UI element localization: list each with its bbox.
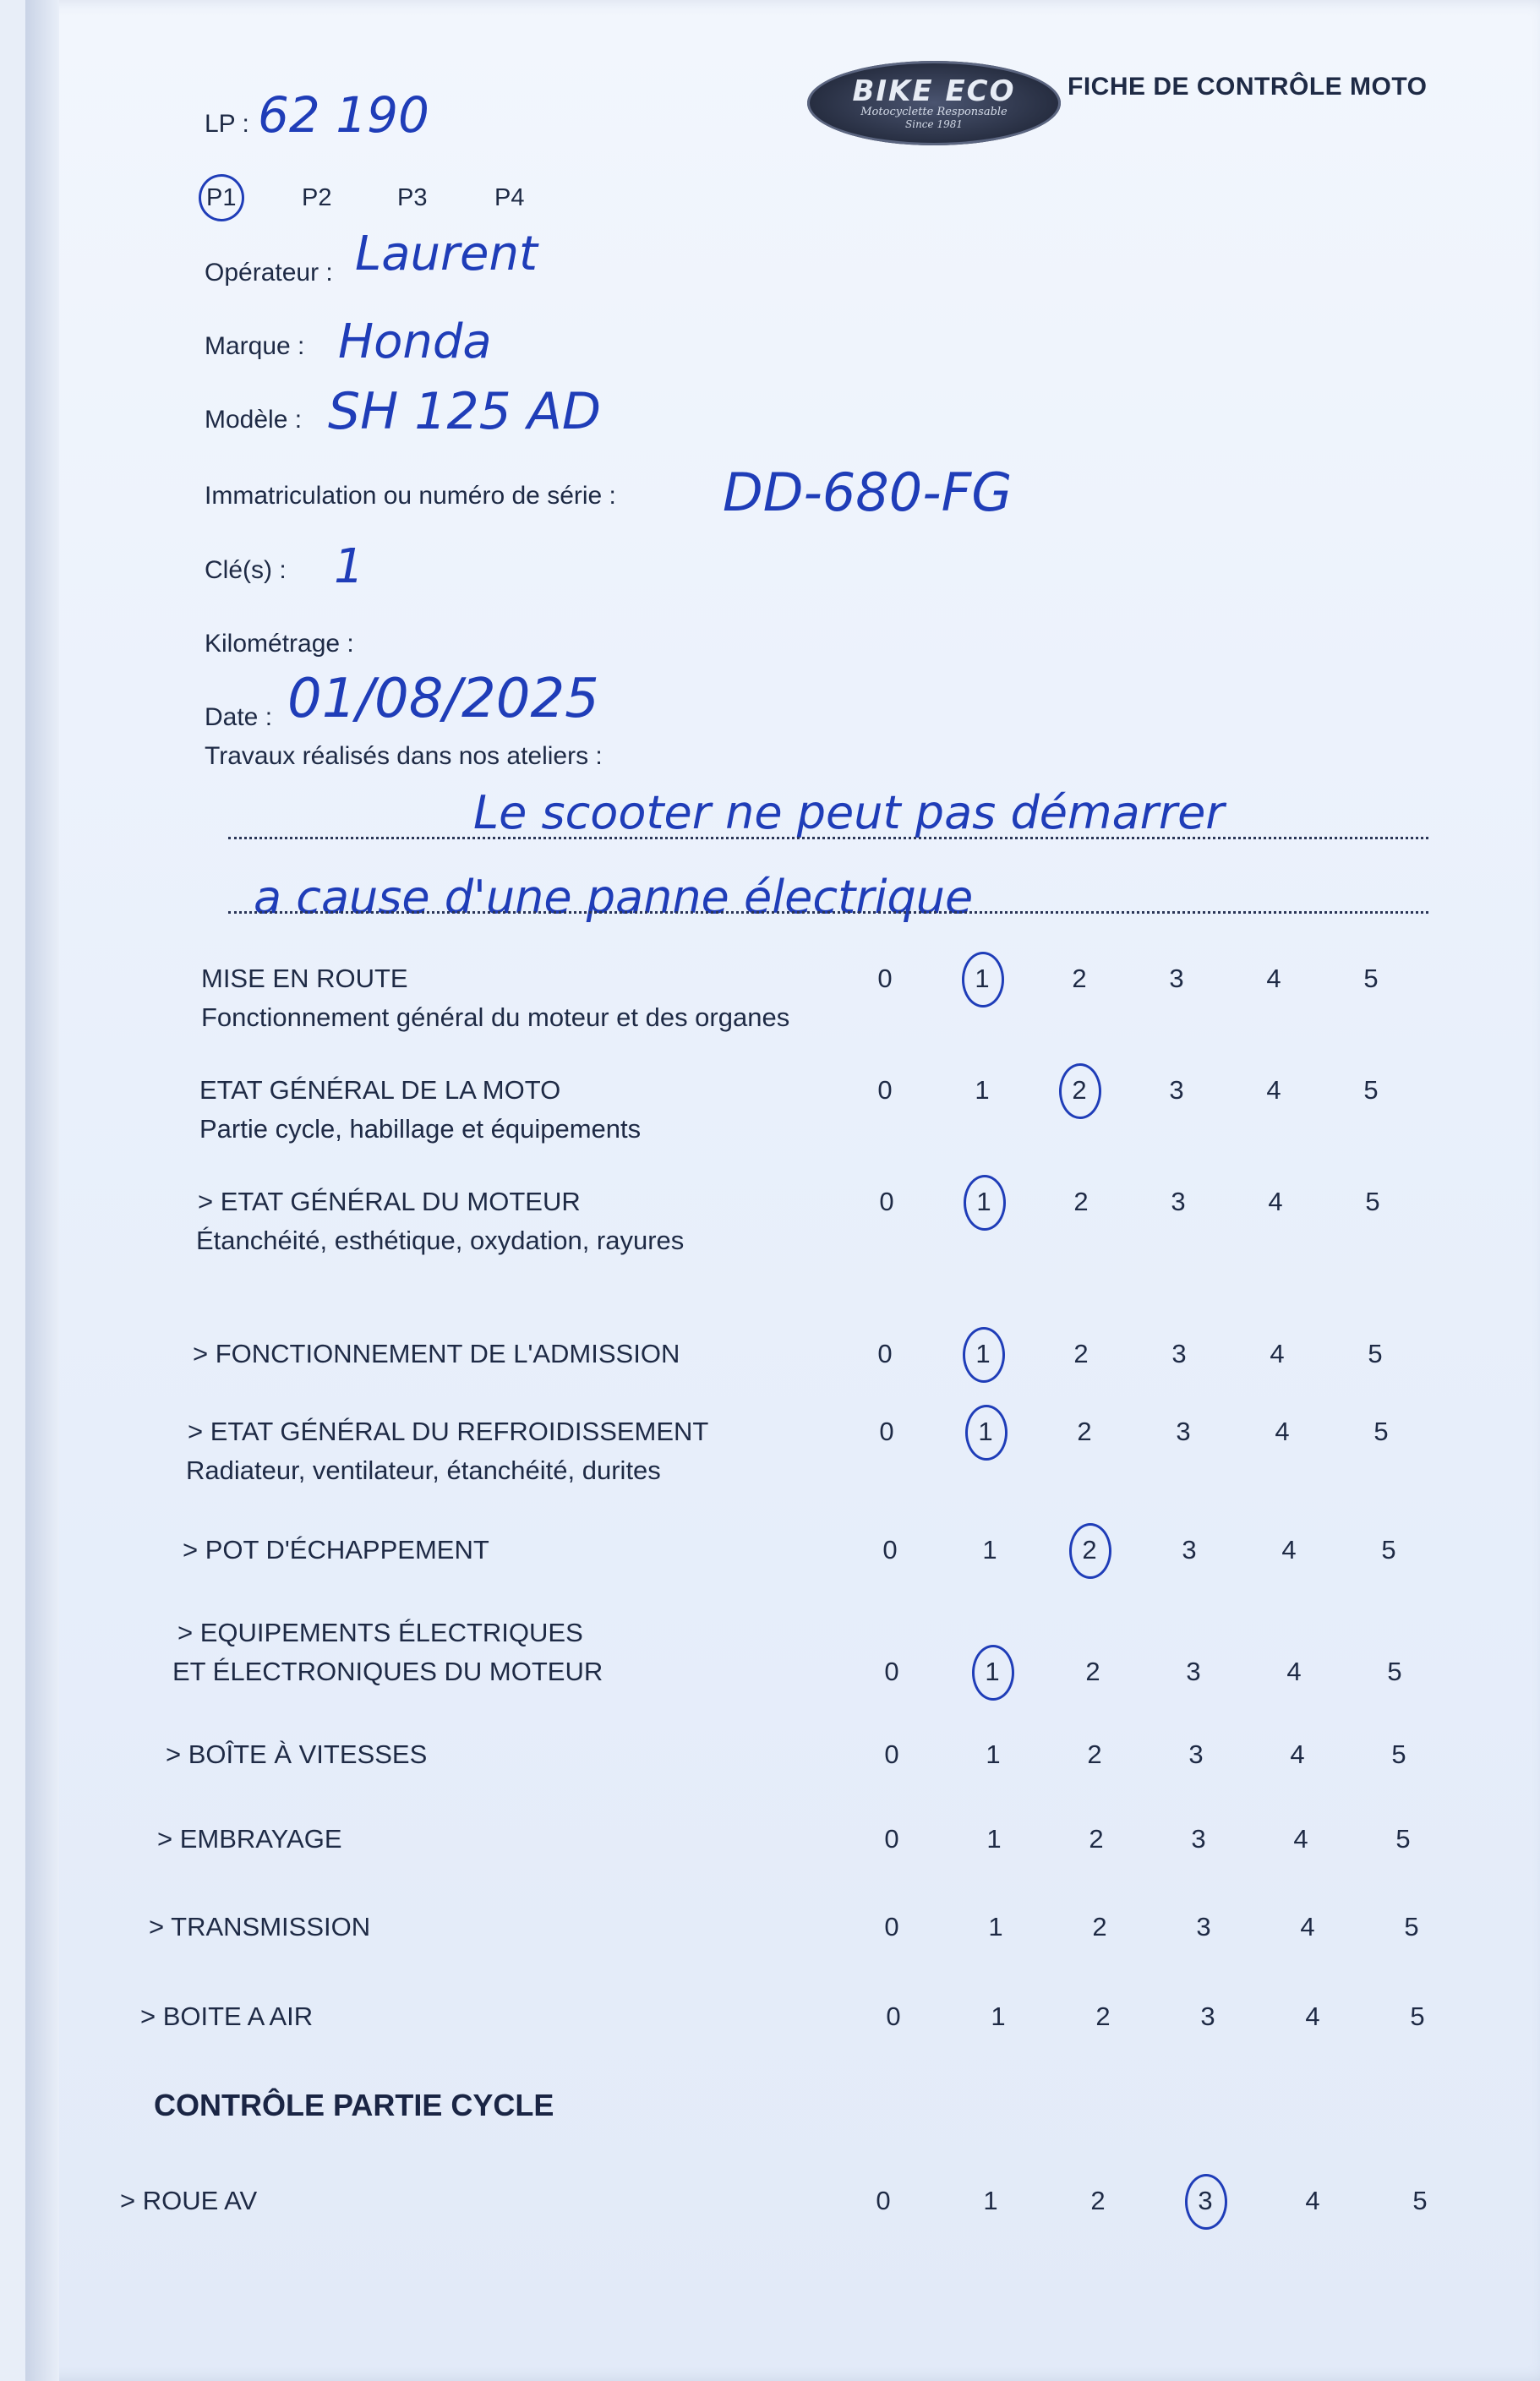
score-option-0[interactable]: 0 [884,1657,899,1686]
score-option-1[interactable]: 1 [978,1417,993,1446]
form-sheet [25,0,1540,2381]
score-option-3[interactable]: 3 [1171,1339,1187,1368]
row-subtitle: Partie cycle, habillage et équipements [199,1114,642,1144]
score-option-4[interactable]: 4 [1270,1339,1285,1368]
score-circle-mark [962,952,1004,1008]
travaux-dotted-line-1 [228,837,1428,839]
travaux-label: Travaux réalisés dans nos ateliers : [205,742,603,770]
score-option-4[interactable]: 4 [1268,1187,1283,1216]
score-option-1[interactable]: 1 [975,964,990,993]
logo-since: Since 1981 [905,117,963,130]
kilometrage-label: Kilométrage : [205,630,354,658]
score-option-2[interactable]: 2 [1072,1075,1087,1105]
score-option-4[interactable]: 4 [1266,1075,1281,1105]
form-title: FICHE DE CONTRÔLE MOTO [1068,73,1428,101]
score-option-1[interactable]: 1 [985,1657,1000,1686]
score-option-0[interactable]: 0 [879,1417,894,1446]
immat-value[interactable]: DD-680-FG [723,461,1013,523]
row-title: > FONCTIONNEMENT DE L'ADMISSION [193,1339,680,1368]
score-option-1[interactable]: 1 [983,2186,998,2215]
travaux-line-1[interactable]: Le scooter ne peut pas démarrer [473,786,1225,839]
paper-edge-shadow [25,0,59,2381]
score-option-2[interactable]: 2 [1073,1339,1089,1368]
row-title: > ROUE AV [120,2186,258,2215]
score-circle-mark [1185,2174,1227,2230]
score-option-5[interactable]: 5 [1391,1739,1406,1769]
modele-label: Modèle : [205,406,303,434]
score-option-2[interactable]: 2 [1095,2001,1111,2031]
score-option-3[interactable]: 3 [1182,1535,1197,1565]
row-title: > EMBRAYAGE [157,1824,342,1854]
score-option-4[interactable]: 4 [1266,964,1281,993]
score-option-4[interactable]: 4 [1275,1417,1290,1446]
row-title: > BOÎTE À VITESSES [166,1739,428,1769]
score-option-3[interactable]: 3 [1169,964,1184,993]
score-option-5[interactable]: 5 [1410,2001,1425,2031]
operateur-label: Opérateur : [205,259,333,287]
score-option-0[interactable]: 0 [884,1912,899,1941]
operateur-value[interactable]: Laurent [355,227,538,281]
row-subtitle: ET ÉLECTRONIQUES DU MOTEUR [172,1657,603,1686]
row-subtitle: Étanchéité, esthétique, oxydation, rayures [196,1226,685,1255]
modele-value[interactable]: SH 125 AD [328,382,602,441]
score-circle-mark [965,1405,1008,1461]
score-option-5[interactable]: 5 [1395,1824,1411,1854]
score-option-5[interactable]: 5 [1368,1339,1383,1368]
p-option-1[interactable]: P1 [206,184,237,211]
score-option-2[interactable]: 2 [1087,1739,1102,1769]
lp-label: LP : [205,110,249,138]
p1-circle-mark [199,174,244,221]
score-option-3[interactable]: 3 [1186,1657,1201,1686]
score-option-0[interactable]: 0 [876,2186,891,2215]
score-option-0[interactable]: 0 [882,1535,898,1565]
score-option-0[interactable]: 0 [877,1075,893,1105]
score-option-3[interactable]: 3 [1188,1739,1204,1769]
p-option-3[interactable]: P3 [397,184,428,211]
score-option-1[interactable]: 1 [988,1912,1003,1941]
section-controle-partie-cycle: CONTRÔLE PARTIE CYCLE [154,2088,554,2122]
row-title: > ETAT GÉNÉRAL DU REFROIDISSEMENT [188,1417,709,1446]
row-title: > EQUIPEMENTS ÉLECTRIQUES [177,1618,583,1647]
p-option-4[interactable]: P4 [494,184,525,211]
score-option-5[interactable]: 5 [1365,1187,1380,1216]
score-option-0[interactable]: 0 [877,964,893,993]
score-option-4[interactable]: 4 [1300,1912,1315,1941]
score-option-1[interactable]: 1 [975,1339,991,1368]
score-option-1[interactable]: 1 [982,1535,997,1565]
date-value[interactable]: 01/08/2025 [287,668,599,730]
score-circle-mark [1059,1063,1101,1119]
score-option-0[interactable]: 0 [879,1187,894,1216]
score-option-2[interactable]: 2 [1090,2186,1106,2215]
cles-label: Clé(s) : [205,556,287,584]
row-title: > TRANSMISSION [149,1912,371,1941]
marque-label: Marque : [205,332,305,360]
score-option-3[interactable]: 3 [1200,2001,1215,2031]
score-option-2[interactable]: 2 [1082,1535,1097,1565]
score-option-1[interactable]: 1 [986,1824,1002,1854]
row-title: > BOITE A AIR [140,2001,314,2031]
score-option-1[interactable]: 1 [975,1075,990,1105]
marque-value[interactable]: Honda [338,314,492,369]
row-title: > ETAT GÉNÉRAL DU MOTEUR [198,1187,581,1216]
score-option-0[interactable]: 0 [884,1739,899,1769]
score-option-0[interactable]: 0 [877,1339,893,1368]
score-circle-mark [1069,1523,1111,1579]
score-option-4[interactable]: 4 [1281,1535,1297,1565]
date-label: Date : [205,703,273,731]
score-option-2[interactable]: 2 [1089,1824,1104,1854]
cles-value[interactable]: 1 [334,539,364,594]
score-option-2[interactable]: 2 [1085,1657,1100,1686]
score-option-1[interactable]: 1 [991,2001,1006,2031]
row-subtitle: Fonctionnement général du moteur et des organes [201,1002,790,1032]
score-option-0[interactable]: 0 [886,2001,901,2031]
score-option-2[interactable]: 2 [1092,1912,1107,1941]
score-option-4[interactable]: 4 [1293,1824,1308,1854]
score-option-1[interactable]: 1 [986,1739,1001,1769]
score-option-2[interactable]: 2 [1073,1187,1089,1216]
score-option-3[interactable]: 3 [1169,1075,1184,1105]
score-option-4[interactable]: 4 [1305,2001,1320,2031]
score-option-3[interactable]: 3 [1196,1912,1211,1941]
score-option-3[interactable]: 3 [1176,1417,1191,1446]
score-option-0[interactable]: 0 [884,1824,899,1854]
travaux-dotted-line-2 [228,911,1428,914]
score-option-5[interactable]: 5 [1387,1657,1402,1686]
lp-value[interactable]: 62 190 [258,86,429,144]
score-circle-mark [964,1175,1006,1231]
row-title: > POT D'ÉCHAPPEMENT [183,1535,489,1565]
score-option-3[interactable]: 3 [1191,1824,1206,1854]
bike-eco-logo [807,61,1061,145]
score-option-5[interactable]: 5 [1412,2186,1428,2215]
score-circle-mark [972,1645,1014,1701]
row-title: ETAT GÉNÉRAL DE LA MOTO [199,1075,561,1105]
score-option-5[interactable]: 5 [1381,1535,1396,1565]
score-option-5[interactable]: 5 [1373,1417,1389,1446]
score-option-2[interactable]: 2 [1072,964,1087,993]
score-option-4[interactable]: 4 [1305,2186,1320,2215]
score-option-1[interactable]: 1 [976,1187,991,1216]
logo-tagline: Motocyclette Responsable [860,105,1008,118]
travaux-line-2[interactable]: a cause d'une panne électrique [254,871,974,924]
row-title: MISE EN ROUTE [201,964,408,993]
immat-label: Immatriculation ou numéro de série : [205,482,616,510]
score-option-5[interactable]: 5 [1404,1912,1419,1941]
p-option-2[interactable]: P2 [302,184,332,211]
score-option-2[interactable]: 2 [1077,1417,1092,1446]
score-option-5[interactable]: 5 [1363,964,1379,993]
score-option-4[interactable]: 4 [1286,1657,1302,1686]
logo-name: BIKE ECO [852,74,1016,108]
score-option-5[interactable]: 5 [1363,1075,1379,1105]
score-option-4[interactable]: 4 [1290,1739,1305,1769]
score-option-3[interactable]: 3 [1198,2186,1213,2215]
row-subtitle: Radiateur, ventilateur, étanchéité, durites [186,1455,661,1485]
score-option-3[interactable]: 3 [1171,1187,1186,1216]
score-circle-mark [963,1327,1005,1383]
